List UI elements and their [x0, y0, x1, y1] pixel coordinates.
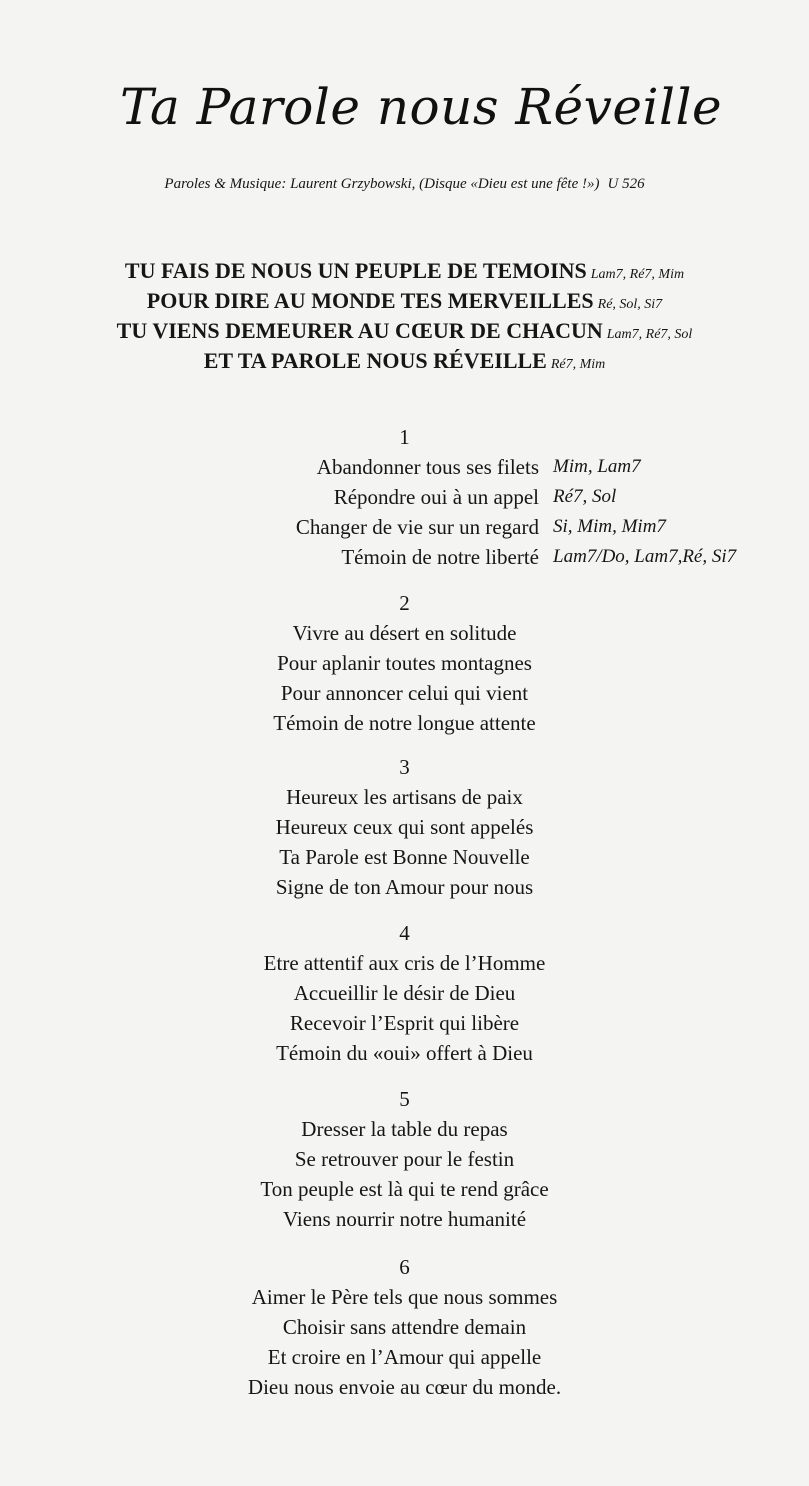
verse-6 [0, 1252, 809, 1402]
verse-line: Dresser la table du repas [301, 1117, 508, 1141]
verse-3 [0, 752, 809, 902]
verse-chords: Ré7, Sol [553, 486, 617, 507]
refrain-line [0, 286, 809, 316]
refrain-lyric: TU FAIS DE NOUS UN PEUPLE DE TEMOINS [124, 258, 587, 283]
verse-line: Heureux ceux qui sont appelés [275, 815, 534, 839]
verse-line: Aimer le Père tels que nous sommes [251, 1285, 558, 1309]
verse-line: Ton peuple est là qui te rend grâce [260, 1177, 549, 1201]
verse-line [0, 512, 809, 542]
verse-line: Dieu nous envoie au cœur du monde. [247, 1375, 562, 1399]
verse-line: Pour annoncer celui qui vient [280, 681, 529, 705]
verse-number: 4 [399, 921, 410, 945]
verse-line: Témoin de notre longue attente [273, 711, 536, 735]
verse-line: Se retrouver pour le festin [294, 1147, 515, 1171]
verse-line: Signe de ton Amour pour nous [275, 875, 534, 899]
refrain-lyric: TU VIENS DEMEURER AU CŒUR DE CHACUN [116, 318, 603, 343]
verse-lyric: Changer de vie sur un regard [295, 515, 539, 539]
verse-line [0, 542, 809, 572]
verse-line: Recevoir l’Esprit qui libère [289, 1011, 520, 1035]
refrain-line [0, 256, 809, 286]
verse-lyric: Abandonner tous ses filets [316, 455, 539, 479]
verse-line [0, 482, 809, 512]
verse-chords: Si, Mim, Mim7 [553, 516, 666, 537]
verse-lyric: Répondre oui à un appel [333, 485, 539, 509]
refrain-lyric: ET TA PAROLE NOUS RÉVEILLE [203, 348, 547, 373]
verse-line [0, 452, 809, 482]
verse-1 [0, 422, 809, 572]
verse-line: Etre attentif aux cris de l’Homme [263, 951, 546, 975]
refrain-lyric: POUR DIRE AU MONDE TES MERVEILLES [146, 288, 594, 313]
refrain-line [0, 346, 809, 376]
credits-text: Paroles & Musique: Laurent Grzybowski, (Disque «Dieu est une fête !») [164, 176, 600, 192]
verse-line: Vivre au désert en solitude [292, 621, 517, 645]
refrain-chords: Ré, Sol, Si7 [597, 297, 663, 312]
refrain-chords: Lam7, Ré7, Mim [590, 267, 685, 282]
verse-line: Ta Parole est Bonne Nouvelle [279, 845, 530, 869]
verse-chords: Lam7/Do, Lam7,Ré, Si7 [553, 546, 737, 567]
verse-number: 5 [399, 1087, 410, 1111]
verse-line: Témoin du «oui» offert à Dieu [276, 1041, 533, 1065]
verse-line: Heureux les artisans de paix [286, 785, 523, 809]
verse-line: Et croire en l’Amour qui appelle [267, 1345, 542, 1369]
verse-number: 6 [399, 1255, 410, 1279]
verse-2 [0, 588, 809, 738]
credits-ref: U 526 [607, 176, 645, 192]
verse-5 [0, 1084, 809, 1234]
verse-chords: Mim, Lam7 [553, 456, 641, 477]
verse-line: Accueillir le désir de Dieu [293, 981, 516, 1005]
verse-number: 2 [399, 591, 410, 615]
refrain-chords: Lam7, Ré7, Sol [606, 327, 693, 342]
verse-4 [0, 918, 809, 1068]
verse-number: 3 [399, 755, 410, 779]
refrain [0, 256, 809, 376]
verse-lyric: Témoin de notre liberté [341, 545, 539, 569]
refrain-chords: Ré7, Mim [550, 357, 606, 372]
refrain-line [0, 316, 809, 346]
song-credits [0, 176, 809, 193]
verse-line: Choisir sans attendre demain [282, 1315, 527, 1339]
verse-line: Pour aplanir toutes montagnes [277, 651, 532, 675]
song-title: Ta Parole nous Réveille [120, 78, 723, 136]
verse-number: 1 [399, 425, 410, 449]
verse-line: Viens nourrir notre humanité [282, 1207, 527, 1231]
